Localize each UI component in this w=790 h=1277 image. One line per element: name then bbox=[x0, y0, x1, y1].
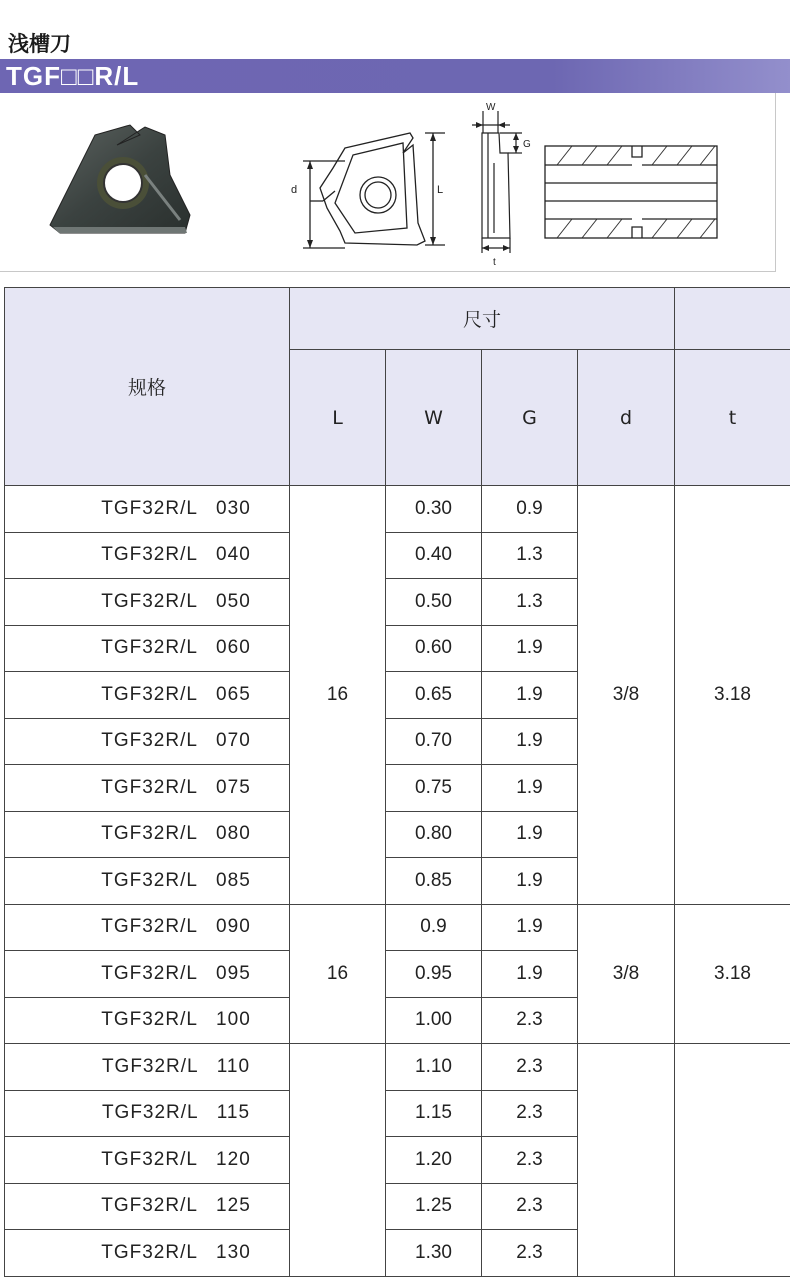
W-cell: 0.9 bbox=[386, 904, 482, 951]
dim-label-G: G bbox=[523, 139, 531, 150]
W-cell: 0.50 bbox=[386, 579, 482, 626]
model-cell: TGF32R/L 070 bbox=[5, 718, 290, 765]
spec-table bbox=[4, 287, 790, 1277]
model-cell: TGF32R/L 040 bbox=[5, 532, 290, 579]
W-cell: 0.80 bbox=[386, 811, 482, 858]
W-cell: 0.95 bbox=[386, 951, 482, 998]
insert-photo bbox=[45, 115, 205, 245]
G-cell: 1.3 bbox=[482, 532, 578, 579]
W-cell: 1.25 bbox=[386, 1183, 482, 1230]
G-cell: 1.9 bbox=[482, 625, 578, 672]
model-cell: TGF32R/L 110 bbox=[5, 1044, 290, 1091]
model-cell: TGF32R/L 030 bbox=[5, 486, 290, 533]
G-cell: 2.3 bbox=[482, 997, 578, 1044]
d-cell: 3/8 bbox=[578, 904, 675, 1044]
model-cell: TGF32R/L 065 bbox=[5, 672, 290, 719]
W-cell: 0.30 bbox=[386, 486, 482, 533]
t-cell: 3.18 bbox=[675, 486, 790, 905]
model-cell: TGF32R/L 090 bbox=[5, 904, 290, 951]
model-cell: TGF32R/L 095 bbox=[5, 951, 290, 998]
header-t: t bbox=[675, 350, 790, 486]
d-cell bbox=[578, 1044, 675, 1277]
model-cell: TGF32R/L 060 bbox=[5, 625, 290, 672]
W-cell: 0.40 bbox=[386, 532, 482, 579]
W-cell: 0.85 bbox=[386, 858, 482, 905]
table-row bbox=[5, 1044, 790, 1091]
W-cell: 0.75 bbox=[386, 765, 482, 812]
G-cell: 1.9 bbox=[482, 718, 578, 765]
W-cell: 0.70 bbox=[386, 718, 482, 765]
header-d: d bbox=[578, 350, 675, 486]
G-cell: 2.3 bbox=[482, 1044, 578, 1091]
model-cell: TGF32R/L 125 bbox=[5, 1183, 290, 1230]
G-cell: 1.9 bbox=[482, 858, 578, 905]
insert-front-view-drawing bbox=[285, 123, 460, 263]
title-banner bbox=[0, 59, 790, 93]
G-cell: 2.3 bbox=[482, 1090, 578, 1137]
model-cell: TGF32R/L 130 bbox=[5, 1230, 290, 1277]
dim-label-t: t bbox=[493, 257, 496, 268]
table-row bbox=[5, 904, 790, 951]
W-cell: 0.65 bbox=[386, 672, 482, 719]
L-cell: 16 bbox=[290, 486, 386, 905]
model-cell: TGF32R/L 115 bbox=[5, 1090, 290, 1137]
G-cell: 1.9 bbox=[482, 765, 578, 812]
header-spec: 规格 bbox=[5, 288, 290, 486]
G-cell: 1.9 bbox=[482, 811, 578, 858]
G-cell: 0.9 bbox=[482, 486, 578, 533]
banner-title: TGF□□R/L bbox=[6, 61, 139, 92]
model-cell: TGF32R/L 080 bbox=[5, 811, 290, 858]
W-cell: 1.15 bbox=[386, 1090, 482, 1137]
insert-section-view-drawing bbox=[542, 143, 720, 241]
page-title: 浅槽刀 bbox=[8, 28, 71, 58]
t-cell: 3.18 bbox=[675, 904, 790, 1044]
L-cell: 16 bbox=[290, 904, 386, 1044]
insert-side-view-drawing bbox=[460, 103, 535, 268]
G-cell: 1.9 bbox=[482, 904, 578, 951]
model-cell: TGF32R/L 075 bbox=[5, 765, 290, 812]
header-size-group: 尺寸 bbox=[290, 288, 675, 350]
G-cell: 2.3 bbox=[482, 1230, 578, 1277]
dim-label-L: L bbox=[437, 184, 443, 196]
dim-label-d: d bbox=[291, 184, 297, 196]
L-cell bbox=[290, 1044, 386, 1277]
header-empty bbox=[675, 288, 790, 350]
header-W: W bbox=[386, 350, 482, 486]
d-cell: 3/8 bbox=[578, 486, 675, 905]
header-L: L bbox=[290, 350, 386, 486]
model-cell: TGF32R/L 085 bbox=[5, 858, 290, 905]
G-cell: 1.3 bbox=[482, 579, 578, 626]
t-cell bbox=[675, 1044, 790, 1277]
W-cell: 1.10 bbox=[386, 1044, 482, 1091]
W-cell: 1.20 bbox=[386, 1137, 482, 1184]
G-cell: 2.3 bbox=[482, 1183, 578, 1230]
model-cell: TGF32R/L 100 bbox=[5, 997, 290, 1044]
G-cell: 1.9 bbox=[482, 672, 578, 719]
dim-label-W: W bbox=[486, 103, 496, 113]
header-G: G bbox=[482, 350, 578, 486]
table-row bbox=[5, 486, 790, 533]
W-cell: 1.00 bbox=[386, 997, 482, 1044]
G-cell: 2.3 bbox=[482, 1137, 578, 1184]
product-figure bbox=[0, 93, 790, 273]
W-cell: 0.60 bbox=[386, 625, 482, 672]
G-cell: 1.9 bbox=[482, 951, 578, 998]
model-cell: TGF32R/L 050 bbox=[5, 579, 290, 626]
model-cell: TGF32R/L 120 bbox=[5, 1137, 290, 1184]
W-cell: 1.30 bbox=[386, 1230, 482, 1277]
